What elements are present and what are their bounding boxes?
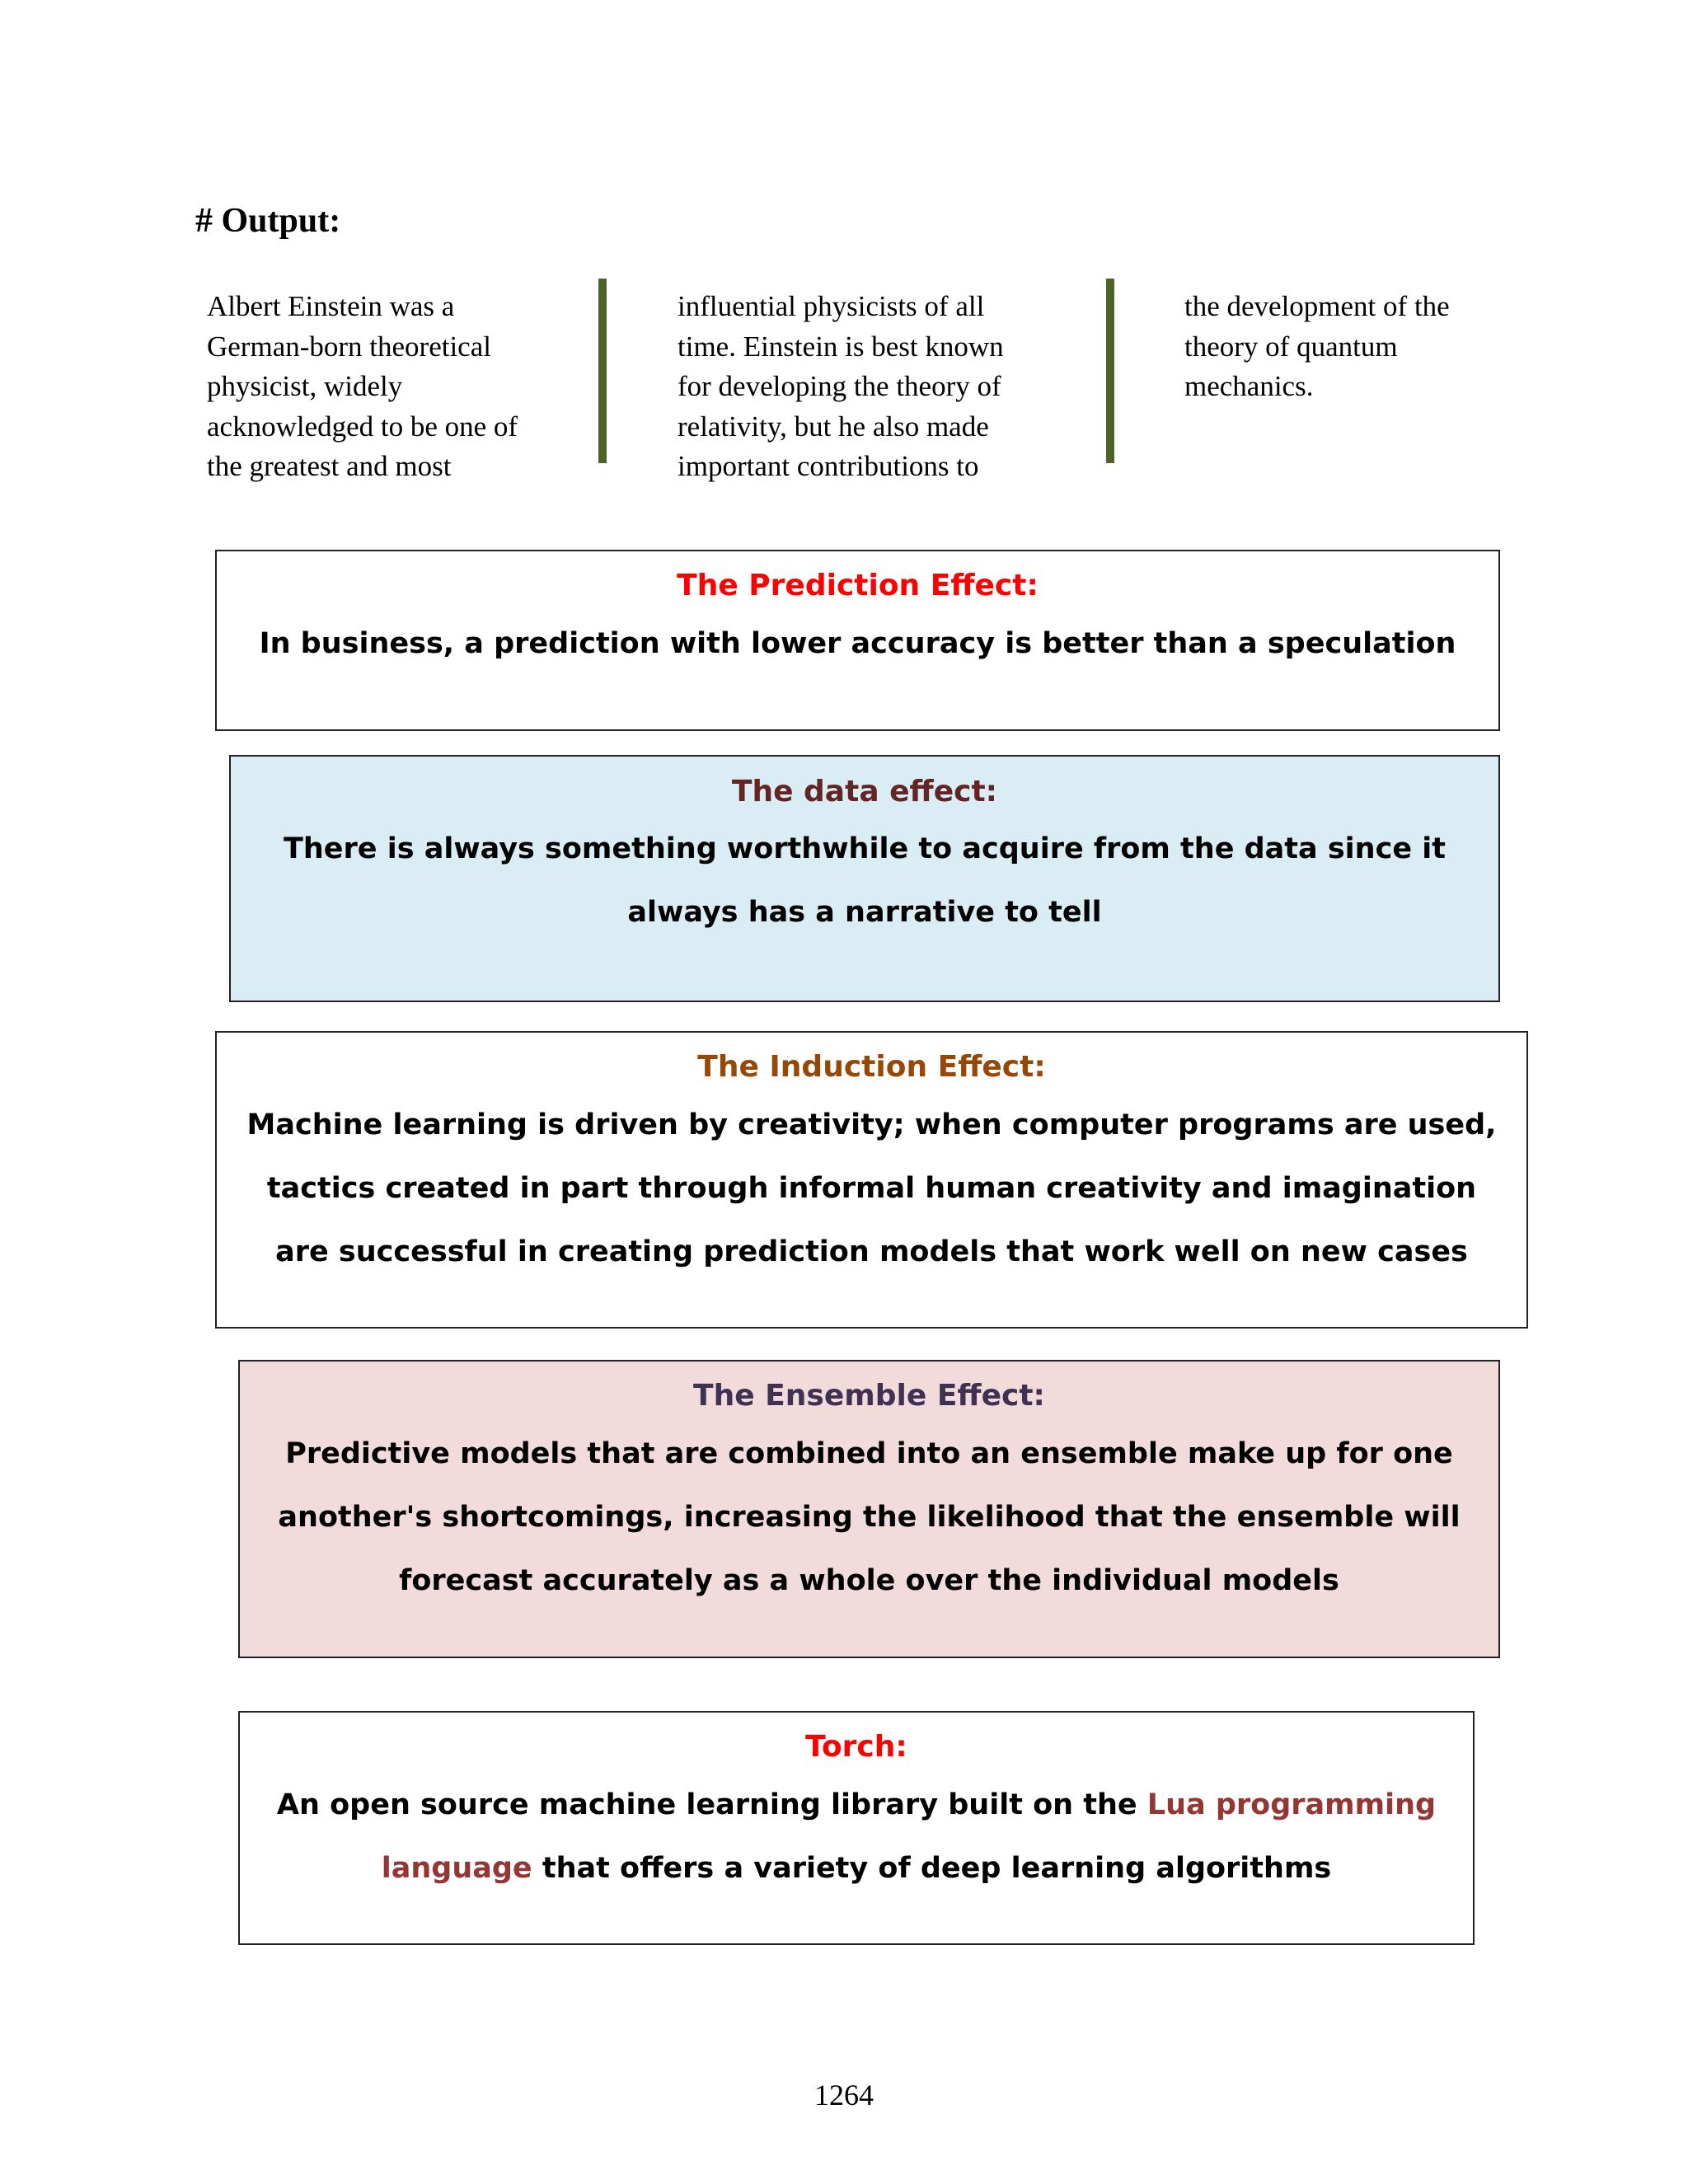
lua-link-continued[interactable]: language [381,1852,532,1885]
column-line: important contributions to [678,450,979,482]
column-line: physicist, widely [207,370,403,402]
torch-text-part: that offers a variety of deep learning algorithms [532,1852,1332,1885]
torch-title: Torch: [805,1730,907,1764]
body-line: In business, a prediction with lower accuracy is better than a speculation [259,627,1456,660]
column-divider-1 [598,279,607,463]
body-line: always has a narrative to tell [627,896,1102,929]
column-line: the greatest and most [207,450,452,482]
induction-effect-title: The Induction Effect: [697,1050,1046,1084]
ensemble-effect-title: The Ensemble Effect: [693,1379,1045,1413]
lua-link[interactable]: Lua programming [1146,1788,1437,1821]
column-line: German-born theoretical [207,330,491,363]
body-line: forecast accurately as a whole over the individual models [399,1564,1339,1597]
column-line: influential physicists of all [678,290,985,322]
prediction-effect-box [215,550,1500,731]
induction-effect-box [215,1031,1528,1329]
body-line: There is always something worthwhile to acquire from the data since it [284,832,1446,865]
ensemble-effect-text [256,1422,1482,1613]
text-column-3 [1184,287,1514,407]
body-line: are successful in creating prediction models that work well on new cases [275,1235,1468,1268]
torch-text [256,1774,1456,1900]
column-line: theory of quantum [1184,330,1398,363]
column-line: Albert Einstein was a [207,290,455,322]
body-line: tactics created in part through informal human creativity and imagination [266,1172,1477,1205]
prediction-effect-text [233,612,1482,676]
body-line: Predictive models that are combined into an ensemble make up for one [285,1437,1453,1470]
column-line: relativity, but he also made [678,410,989,443]
column-line: the development of the [1184,290,1450,322]
data-effect-title: The data effect: [731,775,998,808]
body-line [256,1837,1456,1900]
ensemble-effect-box [238,1360,1500,1658]
text-column-1 [207,287,553,487]
text-column-2 [678,287,1057,487]
column-divider-2 [1106,279,1114,463]
column-line: acknowledged to be one of [207,410,518,443]
body-line: Machine learning is driven by creativity; when computer programs are used, [246,1108,1497,1141]
prediction-effect-title: The Prediction Effect: [677,569,1039,602]
column-line: mechanics. [1184,370,1314,402]
column-line: for developing the theory of [678,370,1001,402]
column-line: time. Einstein is best known [678,330,1004,363]
data-effect-box [229,755,1500,1002]
data-effect-text [247,818,1482,944]
torch-text-part: An open source machine learning library built on the [276,1788,1147,1821]
induction-effect-text [233,1094,1510,1284]
page-number: 1264 [814,2079,874,2111]
torch-box [238,1711,1475,1945]
output-heading: # Output: [195,202,341,240]
body-line [256,1774,1456,1837]
body-line: another's shortcomings, increasing the likelihood that the ensemble will [278,1501,1461,1534]
